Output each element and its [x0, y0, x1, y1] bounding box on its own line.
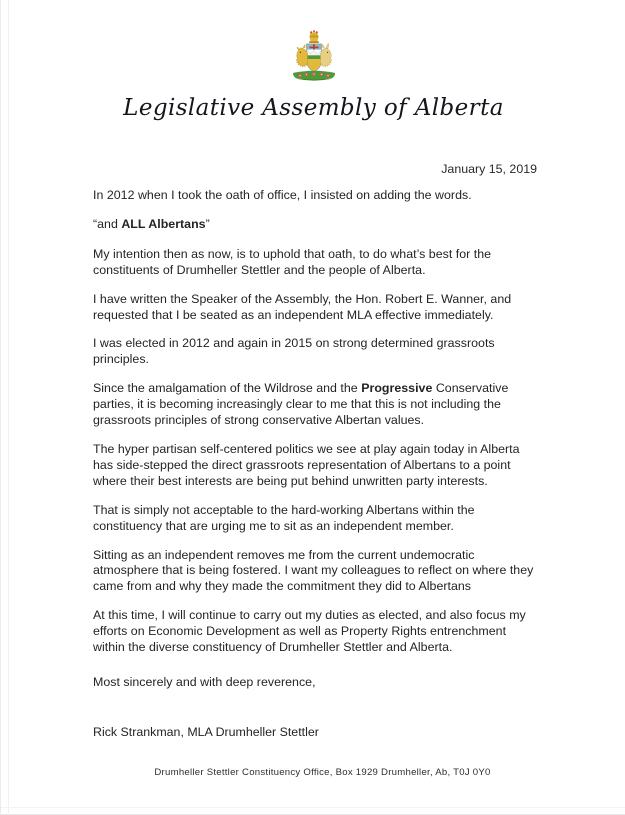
letter-date: January 15, 2019 [441, 162, 537, 176]
letter-paragraph-intention [93, 247, 535, 279]
paragraph-text: Conservative parties, it is becoming increasingly clear to me that this is not including the grassroots principles of strong conservative Albertan values. [93, 381, 509, 428]
paragraph-text: Since the amalgamation of the Wildrose and the [93, 381, 362, 396]
page-edge-line-bottom [1, 807, 625, 808]
paragraph-text: I was elected in 2012 and again in 2015 on strong determined grassroots principles. [93, 336, 495, 367]
letter-paragraph-list [93, 188, 535, 656]
paragraph-text: In 2012 when I took the oath of office, I insisted on adding the words. [93, 188, 472, 202]
letter-paragraph-oath-intro [93, 188, 535, 204]
emphasis-text: ALL Albertans [121, 216, 206, 231]
letter-footer [1, 762, 625, 780]
letter-paragraph-oath-quote [93, 217, 535, 233]
paragraph-text: That is simply not acceptable to the hard-working Albertans within the constituency that are urging me to sit as an independent member. [93, 502, 475, 533]
letter-paragraph-elected-history [93, 336, 535, 368]
letterhead [1, 30, 625, 121]
paragraph-text: At this time, I will continue to carry out my duties as elected, and also focus my efforts on Economic Development as well as Property Rights entrenchment within the diverse constituency of Drumheller Stettler and Alberta. [93, 608, 526, 655]
paragraph-text: The hyper partisan self-centered politics we see at play again today in Alberta has side-stepped the direct grassroots representation of Albertans to a point where their best interests are being put behind unwritten party interests. [93, 441, 520, 488]
letter-paragraph-hyper-partisan [93, 442, 535, 490]
emphasis-text: Progressive [361, 381, 433, 396]
letter-paragraph-duties-going-forward [93, 608, 535, 656]
footer-office-address: Drumheller Stettler Constituency Office, Box 1929 Drumheller, Ab, T0J 0Y0 [154, 767, 491, 778]
letter-body [93, 188, 535, 741]
paragraph-text: I have written the Speaker of the Assembly, the Hon. Robert E. Wanner, and requested that I be seated as an independent MLA effective immediately. [93, 291, 512, 322]
letter-paragraph-sitting-independent [93, 548, 535, 596]
paragraph-text: Sitting as an independent removes me from the current undemocratic atmosphere that is being fostered. I want my colleagues to reflect on where they came from and why they made the commitment they did to Albertans [93, 547, 534, 594]
letter-paragraph-amalgamation [93, 381, 535, 429]
letter-paragraph-speaker-letter [93, 292, 535, 324]
page-edge-line-left [8, 0, 9, 815]
letter-closing: Most sincerely and with deep reverence, [93, 674, 316, 689]
paragraph-text: “and [93, 216, 122, 231]
signature-name: Rick Strankman, MLA Drumheller Stettler [93, 724, 319, 739]
alberta-coat-of-arms-icon [279, 30, 349, 92]
letter-paragraph-not-acceptable [93, 503, 535, 535]
paragraph-text: My intention then as now, is to uphold that oath, to do what’s best for the constituents of Drumheller Stettler and the people of Alberta. [93, 246, 492, 277]
paragraph-text: ” [205, 216, 210, 231]
assembly-name: Legislative Assembly of Alberta [123, 95, 504, 121]
